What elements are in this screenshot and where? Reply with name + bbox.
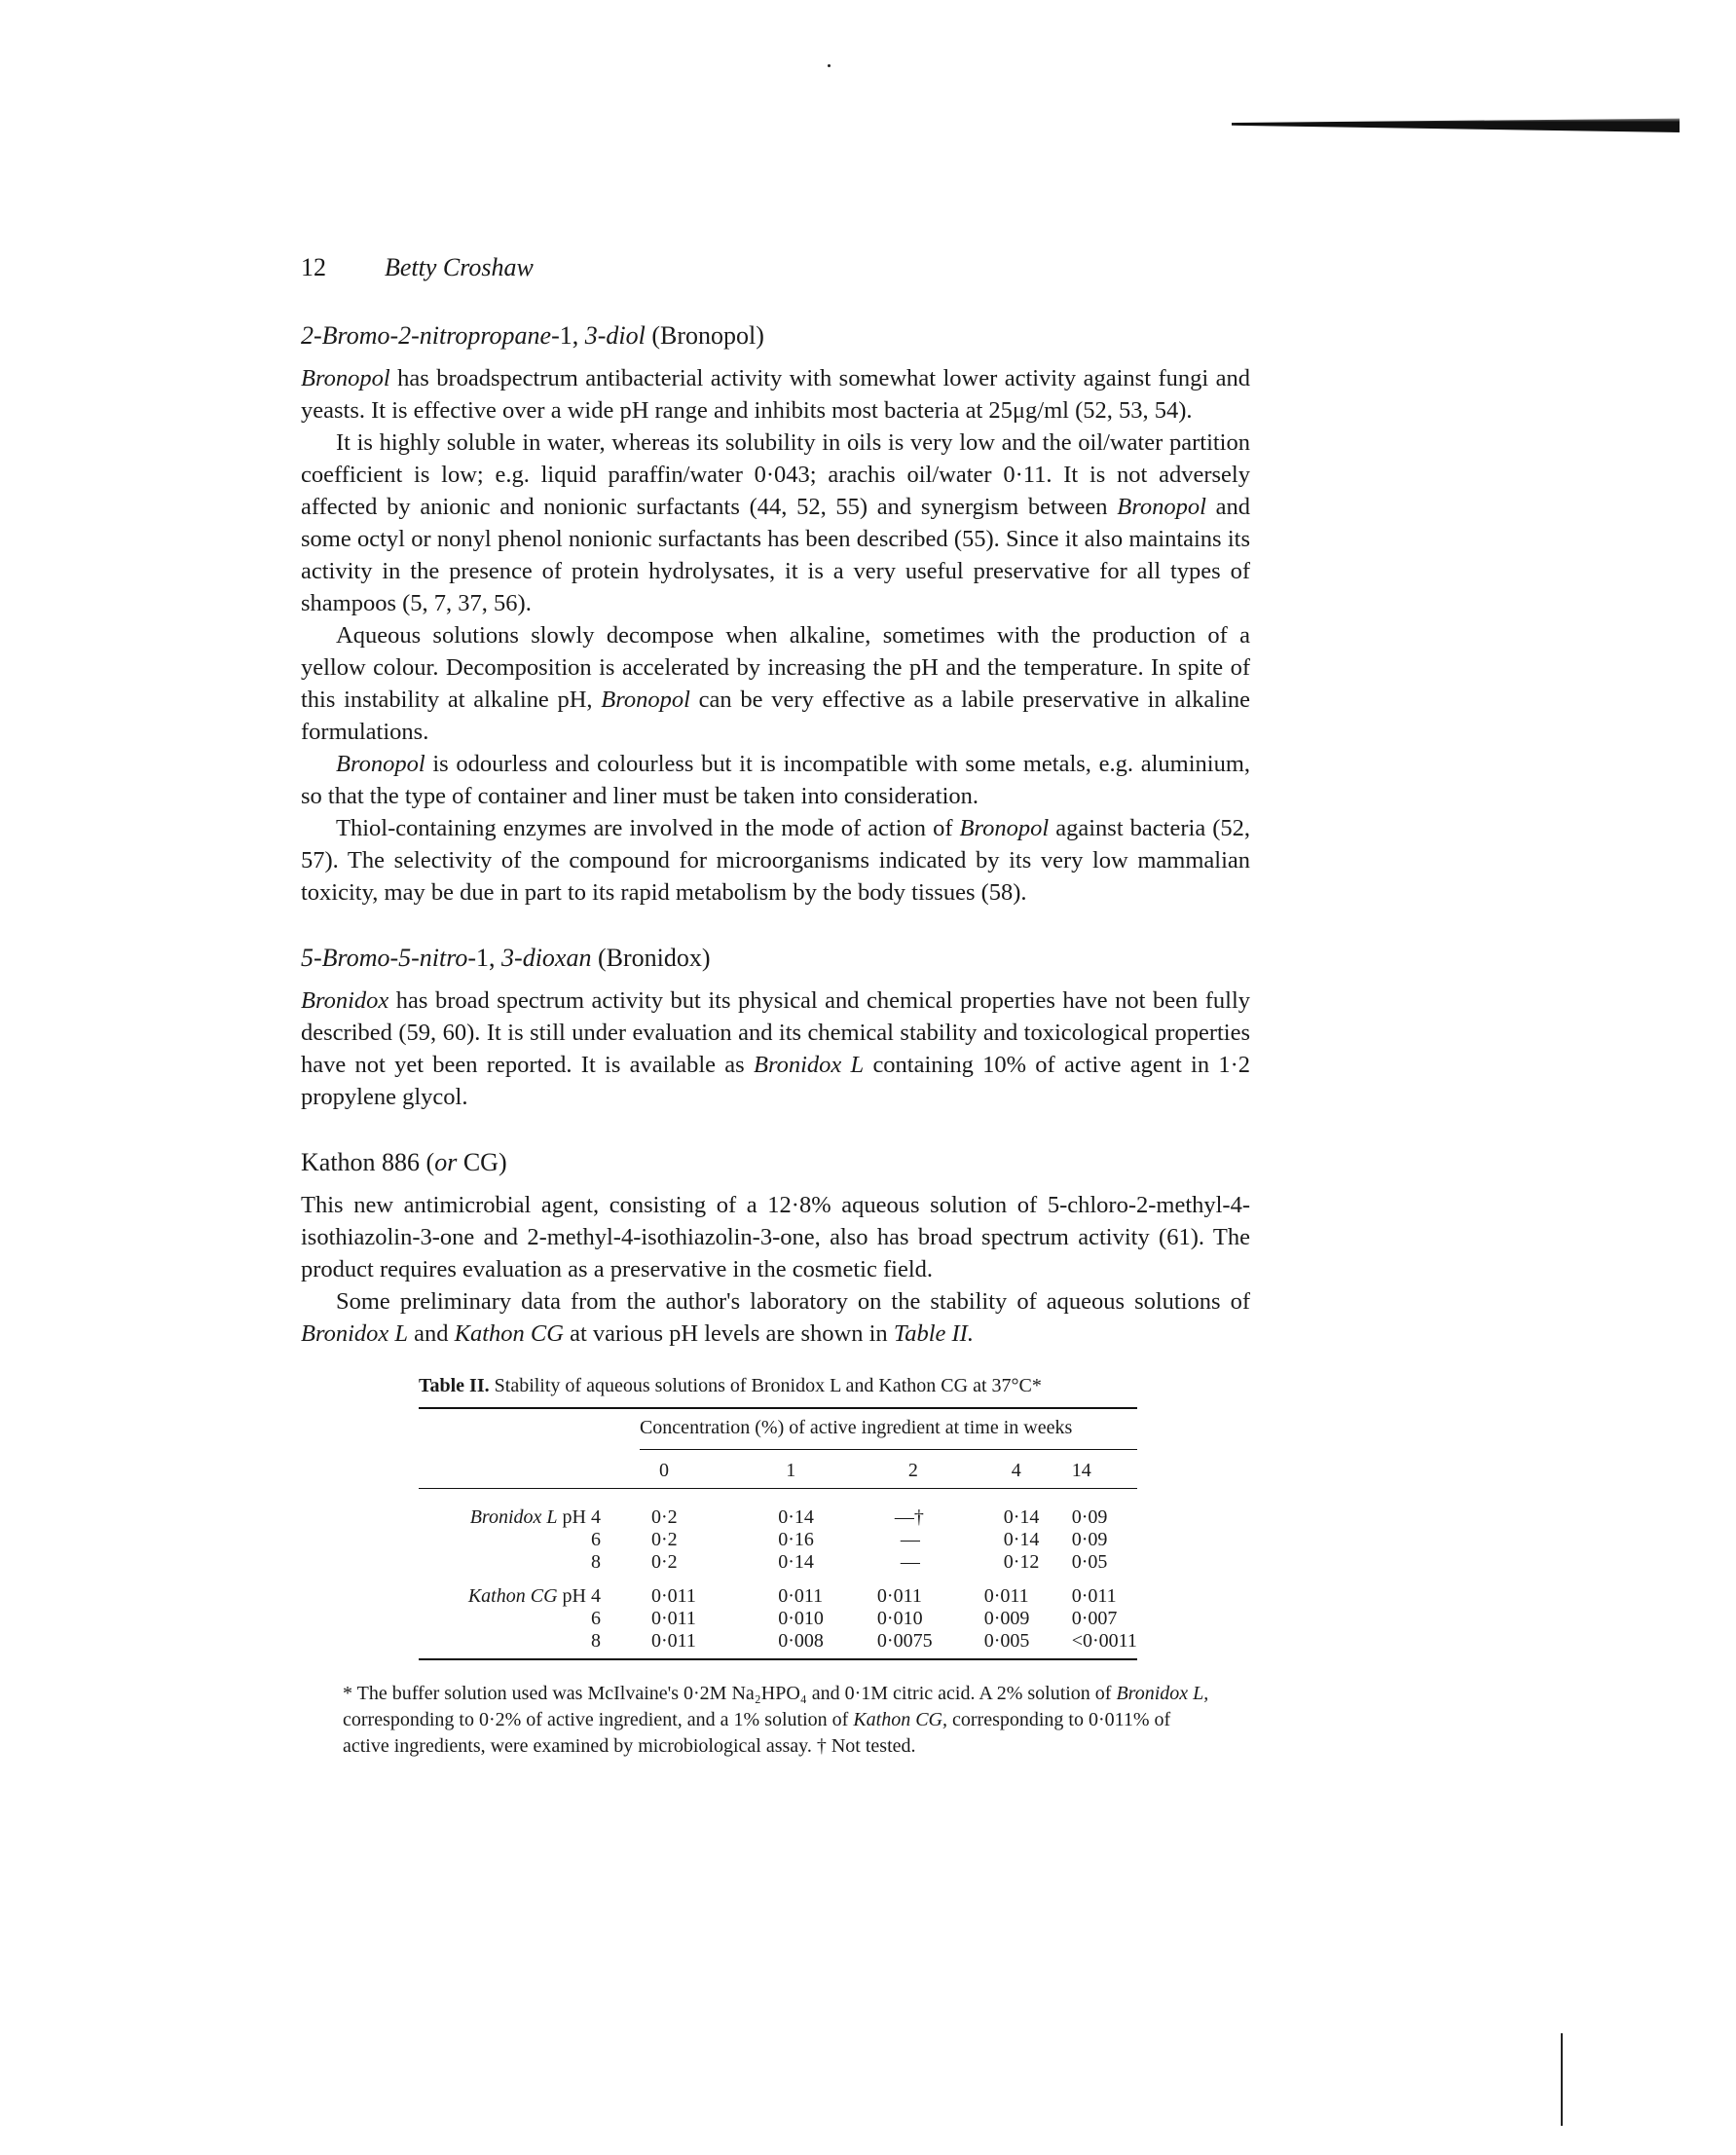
keyword: Table II. xyxy=(893,1320,974,1347)
paragraph-text: has broadspectrum antibacterial activity with somewhat lower activity against fungi and yeasts. It is effective over a wide pH range and inhibits most bacteria at 25μg/ml (52, 53, 54). xyxy=(301,365,1250,424)
table-cell: 0·09 xyxy=(1071,1506,1108,1528)
paragraph-text: has broad spectrum activity but its physical and chemical properties have not been fully described (59, 60). It is still under evaluation and its chemical stability and toxicological properties have not yet been reported. It is available as xyxy=(301,987,1250,1078)
keyword: Bronopol xyxy=(959,815,1050,841)
paragraph-text: can be very effective as a labile preservative in alkaline formulations. xyxy=(301,687,1250,745)
section-title-plain: Kathon 886 ( xyxy=(301,1148,435,1176)
paragraph-text: is odourless and colourless but it is incompatible with some metals, e.g. aluminium, so that the type of container and liner must be taken into consideration. xyxy=(301,751,1250,809)
table-row xyxy=(419,1489,1137,1530)
table-cell: 0·011 xyxy=(983,1585,1029,1607)
row-ph: 8 xyxy=(590,1630,601,1652)
table-cell: — xyxy=(900,1551,920,1573)
table-cell: 0·14 xyxy=(1003,1506,1040,1528)
table-cell: 0·2 xyxy=(650,1529,678,1550)
paragraph xyxy=(301,619,1250,748)
keyword: Bronidox L xyxy=(301,1320,409,1347)
table-cell: 0·005 xyxy=(983,1630,1030,1652)
group-name: Kathon CG xyxy=(467,1585,558,1607)
table-row xyxy=(419,1574,1137,1608)
table-cell: 0·009 xyxy=(983,1608,1030,1629)
paragraph-text: and xyxy=(414,1320,449,1347)
footnote-text: * The buffer solution used was McIlvaine's 0·2M Na₂HPO₄ and 0·1M citric acid. A 2% solution of xyxy=(343,1683,1112,1704)
table-cell: 0·011 xyxy=(650,1608,696,1629)
paragraph-text: Aqueous solutions slowly decompose when alkaline, sometimes with the production of a yellow colour. Decomposition is accelerated by increasing the pH and the temperature. In spite of this instability at alkaline pH, xyxy=(301,622,1250,713)
week-1: 1 xyxy=(786,1460,796,1481)
table-cell: —† xyxy=(894,1506,924,1528)
section-title-kathon xyxy=(301,1148,1250,1177)
paragraph xyxy=(301,427,1250,619)
table-row xyxy=(419,1608,1137,1630)
keyword: Bronopol xyxy=(1117,494,1206,520)
row-ph: 6 xyxy=(590,1608,601,1629)
section-title-italic: 2-Bromo-2-nitropropane- xyxy=(301,321,560,350)
paragraph xyxy=(301,362,1250,427)
paragraph xyxy=(301,985,1250,1113)
row-stub xyxy=(419,1574,640,1608)
table-cell: 0·14 xyxy=(1003,1529,1040,1550)
week-4: 4 xyxy=(1011,1460,1021,1481)
footnote-keyword: Bronidox L, xyxy=(1116,1683,1209,1704)
row-stub xyxy=(419,1489,640,1530)
section-title-mid: 1, xyxy=(559,321,585,350)
table-header-row xyxy=(419,1408,1137,1450)
paragraph-text: at various pH levels are shown in xyxy=(570,1320,888,1347)
week-0: 0 xyxy=(658,1460,669,1481)
page-content xyxy=(301,253,1250,1350)
paragraph-text: Thiol-containing enzymes are involved in the mode of action of xyxy=(336,815,953,841)
section-title-bronopol xyxy=(301,321,1250,351)
table-caption-label: Table II. xyxy=(419,1375,490,1396)
keyword: Bronopol xyxy=(601,687,690,713)
section-title-plain: (Bronidox) xyxy=(591,944,711,972)
section-title-italic2: 3-diol xyxy=(584,321,646,350)
table-cell: 0·14 xyxy=(778,1506,814,1528)
section-title-plain: (Bronopol) xyxy=(645,321,764,350)
table-row xyxy=(419,1551,1137,1574)
paragraph-text: Some preliminary data from the author's laboratory on the stability of aqueous solutions of xyxy=(336,1288,1250,1315)
table-row xyxy=(419,1529,1137,1551)
row-ph: pH 4 xyxy=(562,1585,601,1607)
table-cell: 0·12 xyxy=(1003,1551,1040,1573)
paragraph-text: This new antimicrobial agent, consisting of a 12·8% aqueous solution of 5-chloro-2-methyl-4-isothiazolin-3-one and 2-methyl-4-isothiazolin-3-one, also has broad spectrum activity (61). The product requires evaluation as a preservative in the cosmetic field. xyxy=(301,1192,1250,1282)
section-title-italic2: 3-dioxan xyxy=(501,944,592,972)
table-cell: 0·2 xyxy=(650,1506,678,1528)
table-cell: 0·008 xyxy=(778,1630,824,1652)
table-cell: 0·011 xyxy=(650,1585,696,1607)
paragraph-text: containing 10% of active agent in 1·2 propylene glycol. xyxy=(301,1052,1251,1110)
section-title-end: CG) xyxy=(457,1148,507,1176)
paragraph xyxy=(301,1285,1250,1350)
footnote-keyword: Kathon CG, xyxy=(853,1709,947,1730)
paragraph-text: It is highly soluble in water, whereas its solubility in oils is very low and the oil/water partition coefficient is low; e.g. liquid paraffin/water 0·043; arachis oil/water 0·11. It is not adversely affected by anionic and nonionic surfactants (44, 52, 55) and synergism between xyxy=(301,429,1250,520)
table-spanner: Concentration (%) of active ingredient at time in weeks xyxy=(640,1408,1137,1450)
table-cell: 0·011 xyxy=(876,1585,922,1607)
running-head xyxy=(301,253,1250,282)
section-title-italic: 5-Bromo-5-nitro- xyxy=(301,944,477,972)
scan-artifact-dot xyxy=(828,64,831,67)
table-footnote xyxy=(343,1681,1211,1760)
running-head-author: Betty Croshaw xyxy=(385,253,534,281)
paragraph xyxy=(301,748,1250,812)
keyword: Bronopol xyxy=(336,751,425,777)
table-row xyxy=(419,1630,1137,1659)
row-ph: 6 xyxy=(590,1529,601,1550)
table-cell: 0·05 xyxy=(1071,1551,1108,1573)
keyword: Bronidox L xyxy=(754,1052,865,1078)
group-name: Bronidox L xyxy=(469,1506,558,1528)
table-cell: 0·010 xyxy=(778,1608,824,1629)
table-cell: 0·09 xyxy=(1071,1529,1108,1550)
table-weeks-row xyxy=(419,1450,1137,1489)
paragraph xyxy=(301,1189,1250,1285)
table-cell: 0·010 xyxy=(876,1608,923,1629)
table-cell: 0·14 xyxy=(778,1551,814,1573)
section-title-italic: or xyxy=(434,1148,458,1176)
table-cell: 0·011 xyxy=(778,1585,824,1607)
table-caption xyxy=(419,1375,1137,1397)
table-cell: 0·007 xyxy=(1071,1608,1118,1629)
footnote-text: corresponding to 0·2% of active ingredient, and a 1% solution of xyxy=(343,1709,849,1730)
footnote-text: corresponding to 0·011% of active ingredients, were examined by microbiological assay. † Not tested. xyxy=(343,1709,1171,1757)
table-caption-text: Stability of aqueous solutions of Bronidox L and Kathon CG at 37°C* xyxy=(494,1375,1042,1396)
keyword: Bronopol xyxy=(301,365,390,391)
section-title-bronidox xyxy=(301,944,1250,973)
table-ii xyxy=(419,1375,1137,1660)
week-2: 2 xyxy=(907,1460,918,1481)
page-number: 12 xyxy=(301,253,326,281)
stability-table xyxy=(419,1407,1137,1660)
row-ph: 8 xyxy=(590,1551,601,1573)
scan-artifact-mark xyxy=(1561,2033,1563,2126)
scan-artifact-bar xyxy=(1232,115,1680,132)
week-14: 14 xyxy=(1071,1460,1091,1481)
table-cell: 0·16 xyxy=(778,1529,814,1550)
paragraph xyxy=(301,812,1250,909)
keyword: Kathon CG xyxy=(454,1320,564,1347)
paragraph-text: against bacteria (52, 57). The selectivity of the compound for microorganisms indicated by its very low mammalian toxicity, may be due in part to its rapid metabolism by the body tissues (58). xyxy=(301,815,1251,906)
table-cell: 0·0075 xyxy=(876,1630,933,1652)
table-cell: — xyxy=(900,1529,920,1550)
table-cell: 0·011 xyxy=(650,1630,696,1652)
section-title-mid: 1, xyxy=(476,944,502,972)
table-cell: <0·0011 xyxy=(1071,1630,1137,1652)
row-ph: pH 4 xyxy=(562,1506,601,1528)
table-cell: 0·011 xyxy=(1071,1585,1117,1607)
paragraph-text: and some octyl or nonyl phenol nonionic surfactants has been described (55). Since it also maintains its activity in the presence of protein hydrolysates, it is a very useful preservative for all types of shampoos (5, 7, 37, 56). xyxy=(301,494,1250,616)
table-cell: 0·2 xyxy=(650,1551,678,1573)
keyword: Bronidox xyxy=(301,987,389,1014)
